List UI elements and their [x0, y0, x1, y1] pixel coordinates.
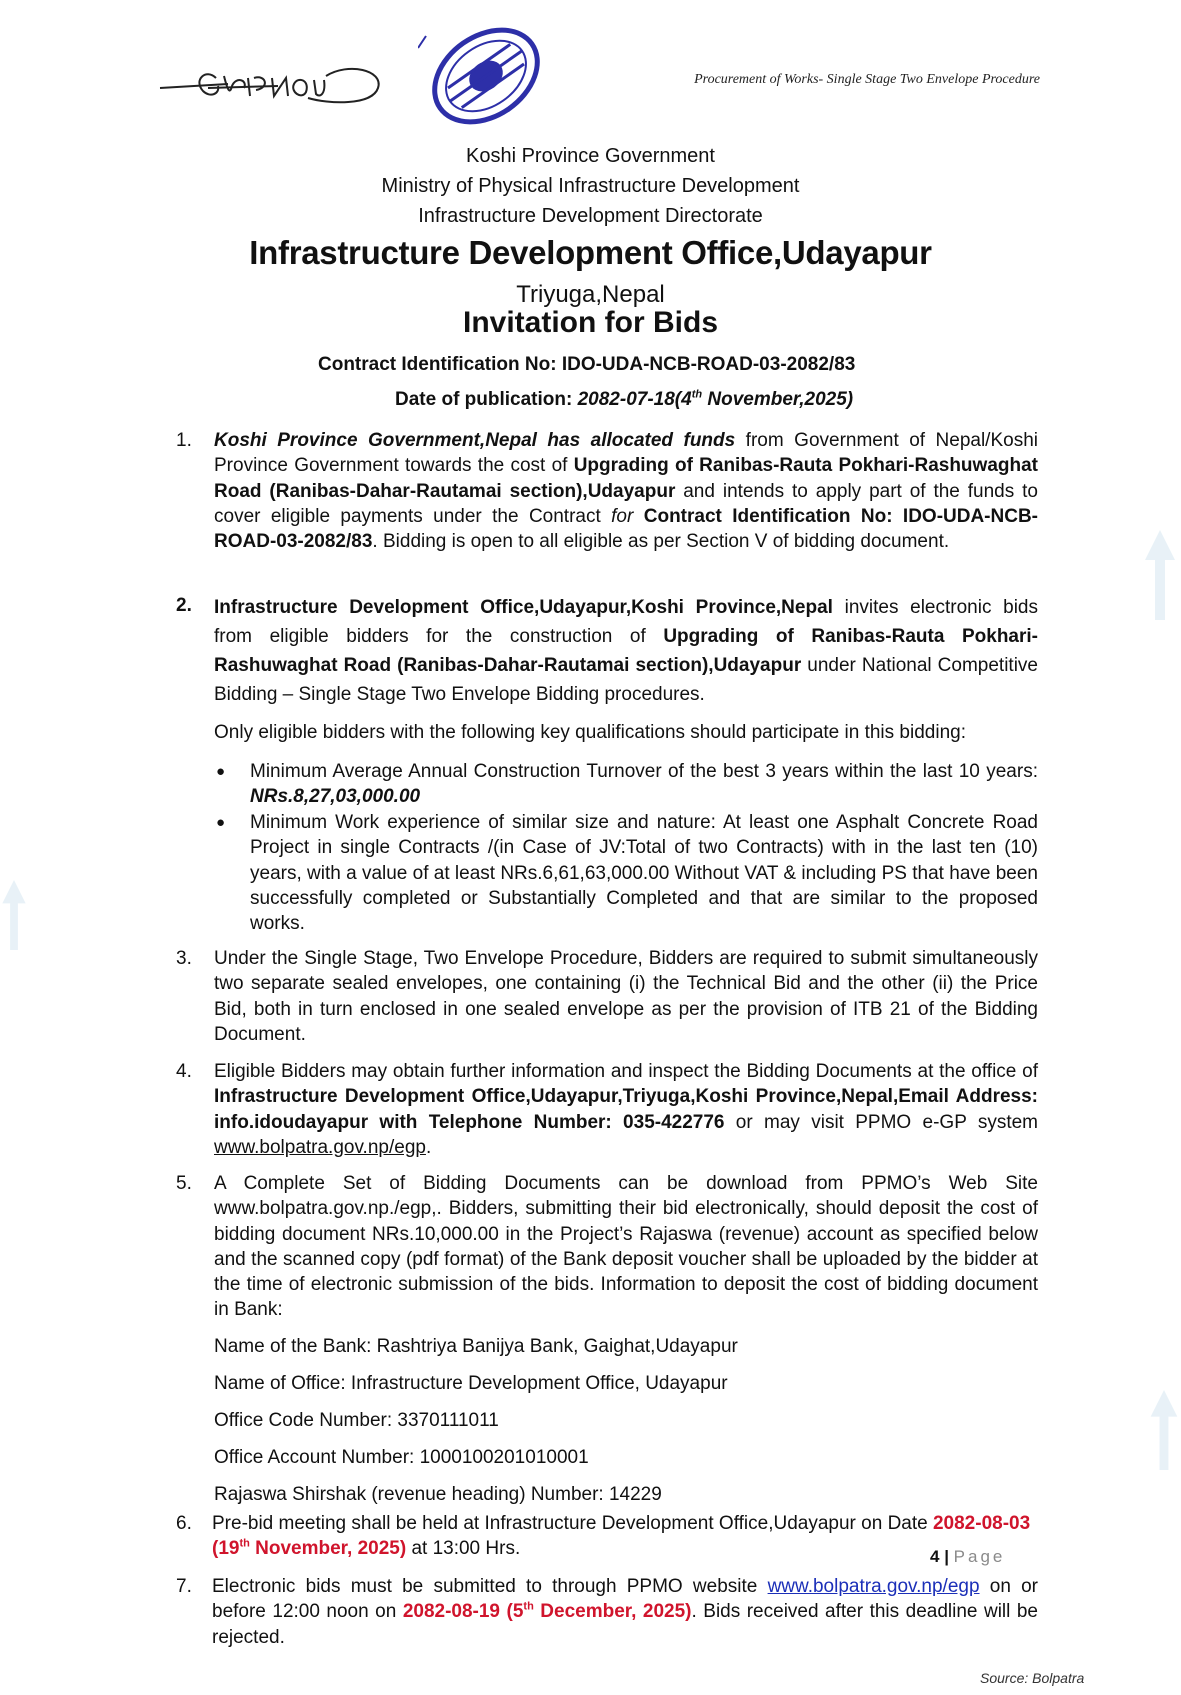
item-number: 6.: [176, 1513, 192, 1534]
bullet-icon: ●: [216, 814, 226, 831]
revenue-heading-number: Rajaswa Shirshak (revenue heading) Number: 14229: [214, 1484, 662, 1505]
qualification-intro: Only eligible bidders with the following key qualifications should participate in this bidding:: [214, 722, 966, 743]
org-line-2: Ministry of Physical Infrastructure Development: [381, 175, 800, 197]
publication-value: 2082-07-18(4th November,2025): [577, 388, 854, 410]
bank-name: Name of the Bank: Rashtriya Banijya Bank, Gaighat,Udayapur: [214, 1336, 738, 1357]
watermark-arrow: [2, 880, 26, 950]
publication-date: [395, 389, 853, 411]
item-number: 5.: [176, 1173, 192, 1194]
org-line-1: Koshi Province Government: [465, 145, 715, 167]
item-number: 7.: [176, 1576, 192, 1597]
bank-office-name: Name of Office: Infrastructure Development Office, Udayapur: [214, 1373, 728, 1394]
paragraph-7: Electronic bids must be submitted to through PPMO website www.bolpatra.gov.np/egp on or before 12:00 noon on 2082-08-19 (5th December, 2025). Bids received after this deadline will be rejected.: [212, 1576, 1038, 1648]
paragraph-5: A Complete Set of Bidding Documents can be download from PPMO’s Web Site www.bolpatra.gov.np./egp,. Bidders, submitting their bid electronically, should deposit the cost of bidding document NRs.10,000.00 in the Project’s Rajaswa (revenue) account as specified below and the scanned copy (pdf format) of the Bank deposit voucher shall be uploaded by the bidder at the time of electronic submission of the bids. Information to deposit the cost of bidding document in Bank:: [214, 1173, 1038, 1321]
office-place: Triyuga,Nepal: [516, 281, 665, 308]
watermark-arrow: [1145, 530, 1175, 620]
egp-link[interactable]: www.bolpatra.gov.np/egp: [214, 1136, 426, 1158]
item-number: 4.: [176, 1061, 192, 1082]
signature-image: [158, 58, 398, 118]
office-title: Infrastructure Development Office,Udayapur: [249, 234, 932, 271]
office-seal-image: [418, 20, 553, 132]
page-number: 4 | Page: [930, 1547, 1006, 1566]
bullet-icon: ●: [216, 763, 226, 780]
qualification-bullet-1: Minimum Average Annual Construction Turnover of the best 3 years within the last 10 years: NRs.8,27,03,000.00: [250, 761, 1038, 808]
office-code: Office Code Number: 3370111011: [214, 1410, 499, 1431]
item-number: 2.: [176, 595, 192, 616]
paragraph-2: Infrastructure Development Office,Udayapur,Koshi Province,Nepal invites electronic bids from eligible bidders for the construction of Upgrading of Ranibas-Rauta Pokhari-Rashuwaghat Road (Ranibas-Dahar-Rautamai section),Udayapur under National Competitive Bidding – Single Stage Two Envelope Bidding procedures.: [214, 597, 1039, 705]
org-line-3: Infrastructure Development Directorate: [418, 205, 763, 227]
item-number: 1.: [176, 430, 192, 451]
office-account-number: Office Account Number: 1000100201010001: [214, 1447, 589, 1468]
ppmo-website-link[interactable]: www.bolpatra.gov.np/egp: [767, 1576, 980, 1597]
paragraph-4: Eligible Bidders may obtain further information and inspect the Bidding Documents at the office of Infrastructure Development Office,Udayapur,Triyuga,Koshi Province,Nepal,Email Address: info.idoudayapur with Telephone Number: 035-422776 or may visit PPMO e-GP system www.bolpatra.gov.np/egp.: [214, 1061, 1039, 1158]
notice-title: Invitation for Bids: [463, 306, 718, 339]
signature-text: GRENOU: [218, 114, 223, 115]
header-caption: Procurement of Works- Single Stage Two Envelope Procedure: [694, 72, 1040, 87]
publication-label: Date of publication:: [395, 389, 573, 410]
watermark-arrow: [1150, 1390, 1178, 1470]
source-caption: Source: Bolpatra: [980, 1670, 1085, 1686]
item-number: 3.: [176, 948, 192, 969]
paragraph-3: Under the Single Stage, Two Envelope Procedure, Bidders are required to submit simultaneously two separate sealed envelopes, one containing (i) the Technical Bid and the other (ii) the Price Bid, both in turn enclosed in one sealed envelope as per the provision of ITB 21 of the Bidding Document.: [214, 948, 1038, 1045]
paragraph-1: Koshi Province Government,Nepal has allocated funds from Government of Nepal/Koshi Province Government towards the cost of Upgrading of Ranibas-Rauta Pokhari-Rashuwaghat Road (Ranibas-Dahar-Rautamai section),Udayapur and intends to apply part of the funds to cover eligible payments under the Contract for Contract Identification No: IDO-UDA-NCB-ROAD-03-2082/83. Bidding is open to all eligible as per Section V of bidding document.: [214, 430, 1039, 553]
paragraph-6: Pre-bid meeting shall be held at Infrastructure Development Office,Udayapur on Date 2082-08-03 (19th November, 2025) at 13:00 Hrs.: [212, 1513, 1031, 1560]
qualification-bullet-2: Minimum Work experience of similar size and nature: At least one Asphalt Concrete Road Project in single Contracts /(in Case of JV:Total of two Contracts) with in the last ten (10) years, with a value of at least NRs.6,61,63,000.00 Without VAT & including PS that have been successfully completed or Substantially Completed and that are similar to the proposed works.: [250, 812, 1038, 935]
contract-id: Contract Identification No: IDO-UDA-NCB-ROAD-03-2082/83: [318, 354, 856, 375]
